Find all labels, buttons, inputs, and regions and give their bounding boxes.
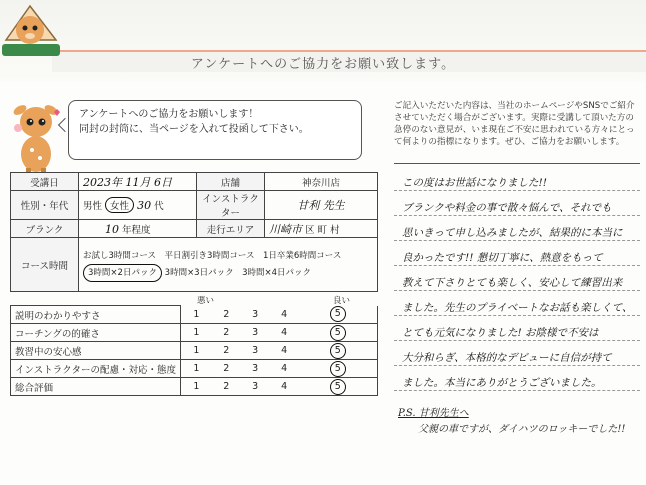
scale-4: 4 xyxy=(270,360,299,378)
eval-row xyxy=(11,324,378,342)
store-label: 店舗 xyxy=(197,173,265,191)
note-divider xyxy=(394,163,640,164)
blank-unit: 年程度 xyxy=(122,224,151,236)
scale-5-circled: 5 xyxy=(330,361,346,377)
scale-1: 1 xyxy=(181,306,212,324)
eval-row xyxy=(11,306,378,324)
scale-3: 3 xyxy=(241,378,270,396)
course-row-2: 3時間×3日パック 3時間×4日パック xyxy=(164,267,312,278)
area-suffix: 区 町 村 xyxy=(305,224,340,236)
scale-2: 2 xyxy=(212,306,241,324)
gender-female-circled: 女性 xyxy=(105,197,134,213)
comment-line: 教えて下さりとても楽しく、安心して練習出来 xyxy=(394,268,640,291)
scale-4: 4 xyxy=(270,324,299,342)
course-row-1: お試し3時間コース 平日割引き3時間コース 1日卒業6時間コース xyxy=(83,250,342,261)
ps-text: 父親の車ですが、ダイハツのロッキーでした!! xyxy=(418,424,626,435)
course-options xyxy=(79,238,378,292)
scale-4: 4 xyxy=(270,306,299,324)
instructor-value: 甘利 先生 xyxy=(265,191,378,220)
area-value: 川崎市 xyxy=(269,222,302,236)
scale-2: 2 xyxy=(212,324,241,342)
scale-3: 3 xyxy=(241,306,270,324)
course-selected-circled: 3時間×2日パック xyxy=(83,264,162,282)
comment-line: とても元気になりました! お陰様で不安は xyxy=(394,318,640,341)
eval-row xyxy=(11,378,378,396)
scale-1: 1 xyxy=(181,378,212,396)
scale-3: 3 xyxy=(241,342,270,360)
scale-high-label: 良い xyxy=(333,296,351,306)
scale-1: 1 xyxy=(181,342,212,360)
scale-1: 1 xyxy=(181,324,212,342)
scale-4: 4 xyxy=(270,378,299,396)
scale-3: 3 xyxy=(241,324,270,342)
eval-question: 教習中の安心感 xyxy=(11,342,181,360)
comment-area xyxy=(394,168,640,398)
age-value: 30 xyxy=(137,199,152,212)
deer-mascot-icon xyxy=(0,0,62,80)
scale-2: 2 xyxy=(212,360,241,378)
store-value: 神奈川店 xyxy=(265,173,378,191)
scale-5-circled: 5 xyxy=(330,325,346,341)
usage-note: ご記入いただいた内容は、当社のホームページやSNSでご紹介させていただく場合がございます。実際に受講して頂いた方の急停のない意見が、いま現在ご不安に思われている方々にとって何よりの指標になります。ぜひ、ご協力をお願いします。 xyxy=(394,101,635,147)
blank-label: ブランク xyxy=(11,220,79,238)
comment-line: ました。先生のプライベートなお話も楽しくて、 xyxy=(394,293,640,316)
banner-title: アンケートへのご協力をお願い致します。 xyxy=(190,57,456,72)
gender-age-label: 性別・年代 xyxy=(11,191,79,220)
eval-question: インストラクターの配慮・対応・態度 xyxy=(11,360,181,378)
info-table xyxy=(10,172,378,292)
intro-speech-bubble xyxy=(68,100,362,160)
comment-line: ブランクや料金の事で散々悩んで、それでも xyxy=(394,193,640,216)
gender-male: 男性 xyxy=(83,201,103,212)
ps-heading: P.S. 甘利先生へ xyxy=(398,408,469,419)
eval-question: 説明のわかりやすさ xyxy=(11,306,181,324)
eval-row xyxy=(11,342,378,360)
scale-5-circled: 5 xyxy=(330,379,346,395)
date-value: 2023年 11月 6日 xyxy=(79,173,197,191)
scale-4: 4 xyxy=(270,342,299,360)
scale-5-circled: 5 xyxy=(330,306,346,322)
age-unit: 代 xyxy=(154,201,164,212)
area-label: 走行エリア xyxy=(197,220,265,238)
scale-3: 3 xyxy=(241,360,270,378)
scale-1: 1 xyxy=(181,360,212,378)
course-label: コース時間 xyxy=(11,238,79,292)
scale-5-circled: 5 xyxy=(330,343,346,359)
deer-character-icon xyxy=(4,100,64,180)
comment-line: 思いきって申し込みましたが、結果的に本当に xyxy=(394,218,640,241)
intro-line-2: 同封の封筒に、当ページを入れて投函して下さい。 xyxy=(79,124,309,135)
eval-question: コーチングの的確さ xyxy=(11,324,181,342)
evaluation-table xyxy=(10,305,378,396)
area-cell xyxy=(265,220,378,238)
intro-line-1: アンケートへのご協力をお願いします！ xyxy=(79,109,259,120)
scale-2: 2 xyxy=(212,342,241,360)
gender-age-cell xyxy=(79,191,197,220)
eval-row xyxy=(11,360,378,378)
blank-cell xyxy=(79,220,197,238)
scale-2: 2 xyxy=(212,378,241,396)
comment-line: 大分和らぎ、本格的なデビューに自信が持て xyxy=(394,343,640,366)
blank-value: 10 xyxy=(105,222,119,236)
eval-question: 総合評価 xyxy=(11,378,181,396)
instructor-label: インストラクター xyxy=(197,191,265,220)
scale-low-label: 悪い xyxy=(197,296,215,306)
comment-line: 良かったです!! 懇切丁寧に、熱意をもって xyxy=(394,243,640,266)
comment-line: この度はお世話になりました!! xyxy=(394,168,640,191)
comment-line: ました。本当にありがとうございました。 xyxy=(394,368,640,391)
date-label: 受講日 xyxy=(11,173,79,191)
